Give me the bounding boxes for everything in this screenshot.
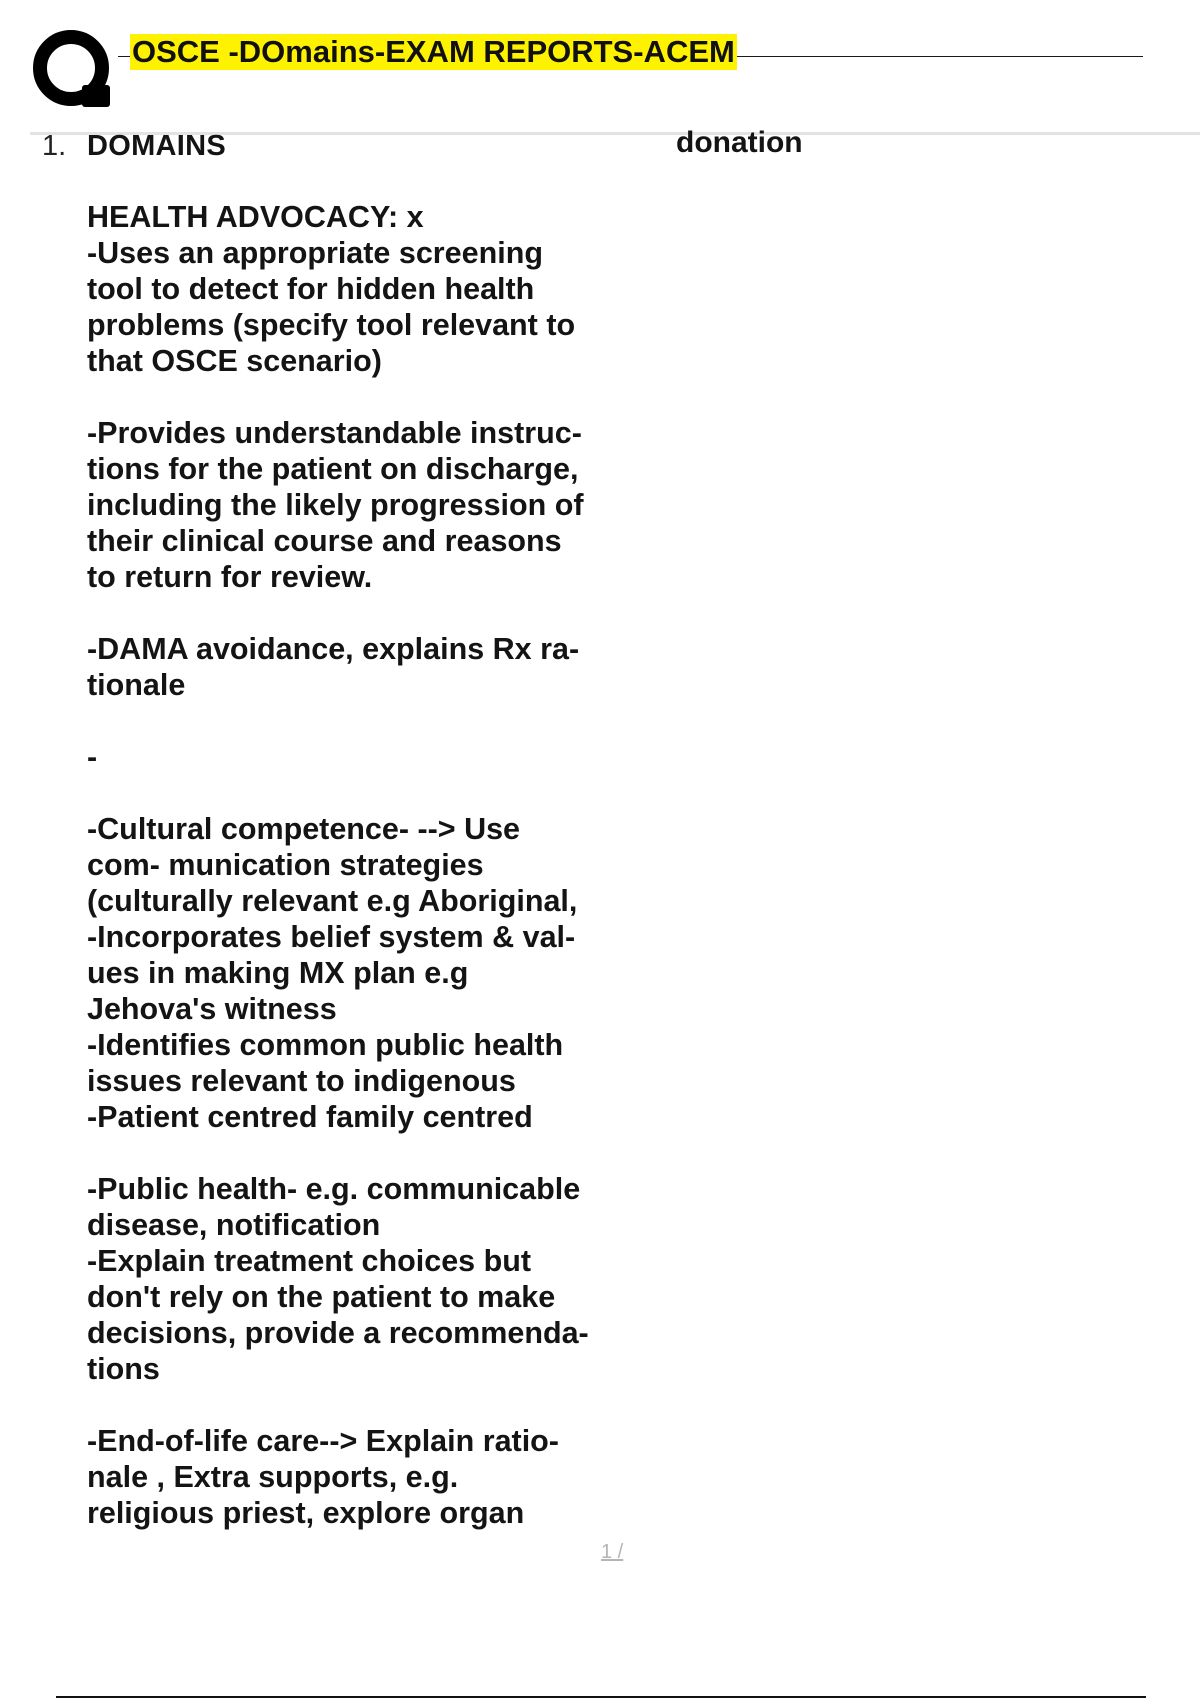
footer-divider	[56, 1696, 1146, 1698]
screening-tool-paragraph	[87, 235, 647, 379]
paragraph-gap	[87, 595, 647, 631]
text-line: their clinical course and reasons	[87, 524, 562, 558]
text-line: -Identifies common public health	[87, 1028, 564, 1062]
text-line: -Cultural competence- --> Use	[87, 812, 521, 846]
list-number: 1.	[42, 130, 67, 162]
right-column-text: donation	[676, 126, 803, 159]
text-line: tions	[87, 1352, 160, 1386]
text-line: -End-of-life care--> Explain ratio-	[87, 1424, 559, 1458]
text-line: decisions, provide a recommenda-	[87, 1316, 589, 1350]
text-line: that OSCE scenario)	[87, 344, 382, 378]
dash-line: -	[87, 740, 98, 774]
text-line: don't rely on the patient to make	[87, 1280, 556, 1314]
text-line: problems (specify tool relevant to	[87, 308, 576, 342]
domains-heading: DOMAINS	[87, 130, 227, 162]
text-line: -Uses an appropriate screening	[87, 236, 543, 270]
text-line: ues in making MX plan e.g	[87, 956, 469, 990]
health-advocacy-heading: HEALTH ADVOCACY: x	[87, 200, 424, 234]
text-line: including the likely progression of	[87, 488, 584, 522]
page-header	[0, 0, 1200, 135]
text-line: Jehova's witness	[87, 992, 337, 1026]
text-line: -Explain treatment choices but	[87, 1244, 532, 1278]
text-line: tions for the patient on discharge,	[87, 452, 579, 486]
discharge-paragraph	[87, 415, 647, 595]
public-health-paragraph	[87, 1171, 647, 1387]
paragraph-gap	[87, 1387, 647, 1423]
text-line: -Provides understandable instruc-	[87, 416, 582, 450]
paragraph-gap	[87, 1135, 647, 1171]
text-line: tionale	[87, 668, 186, 702]
paragraph-gap	[87, 775, 647, 811]
text-line: religious priest, explore organ	[87, 1496, 525, 1530]
text-line: -Incorporates belief system & val-	[87, 920, 576, 954]
document-title: OSCE -DOmains-EXAM REPORTS-ACEM	[132, 34, 735, 69]
text-line: nale , Extra supports, e.g.	[87, 1460, 459, 1494]
text-line: -Patient centred family centred	[87, 1100, 533, 1134]
text-line: -DAMA avoidance, explains Rx ra-	[87, 632, 580, 666]
q-logo-icon	[30, 30, 116, 112]
text-line: to return for review.	[87, 560, 373, 594]
dama-paragraph	[87, 631, 647, 703]
text-line: (culturally relevant e.g Aboriginal,	[87, 884, 578, 918]
text-line: tool to detect for hidden health	[87, 272, 535, 306]
paragraph-gap	[87, 703, 647, 739]
text-line: issues relevant to indigenous	[87, 1064, 516, 1098]
text-line: -Public health- e.g. communicable	[87, 1172, 581, 1206]
text-line: disease, notification	[87, 1208, 381, 1242]
document-body	[87, 199, 647, 1531]
text-line: com- munication strategies	[87, 848, 484, 882]
end-of-life-paragraph	[87, 1423, 647, 1531]
cultural-paragraph	[87, 811, 647, 1135]
paragraph-gap	[87, 379, 647, 415]
page-number: 1 /	[601, 1541, 624, 1563]
